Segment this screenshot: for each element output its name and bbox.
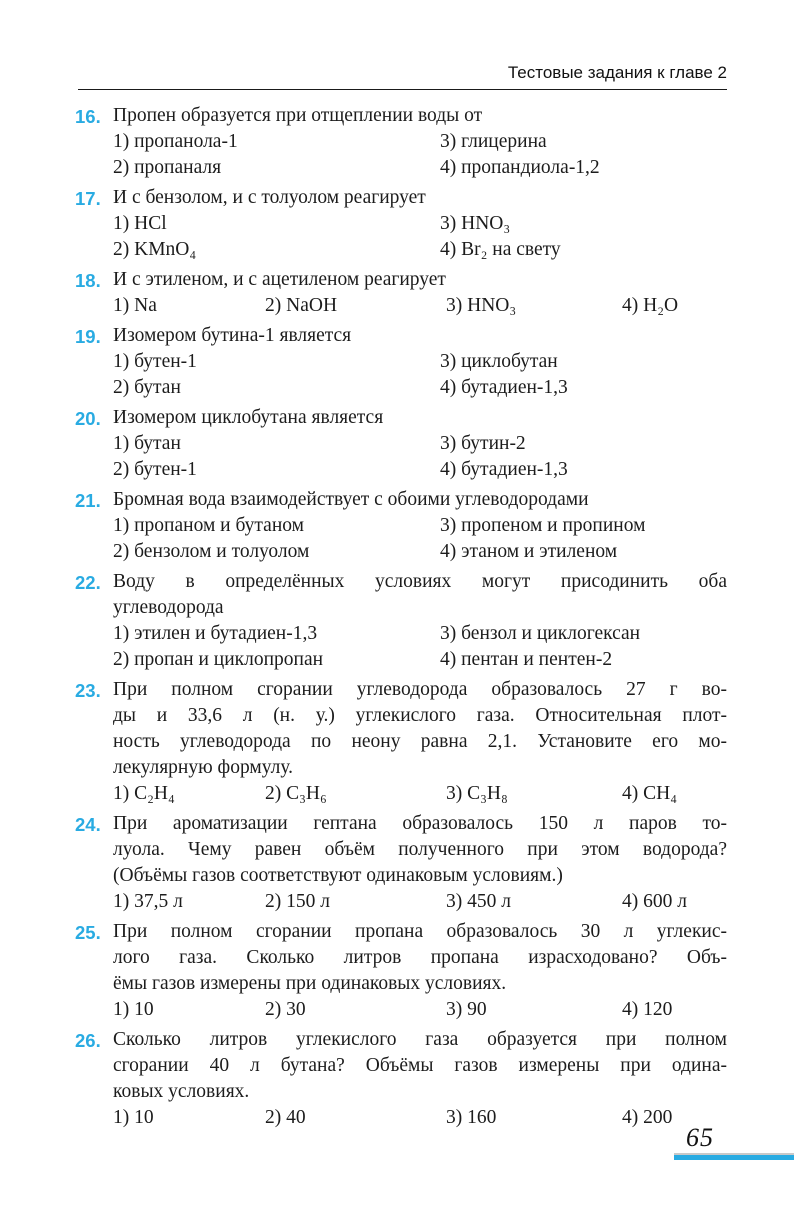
answer-option: 2) пропаналя bbox=[113, 157, 222, 178]
question-options bbox=[113, 129, 727, 181]
answer-option: 1) этилен и бутадиен-1,3 bbox=[113, 623, 318, 644]
statement-line: При полном сгорании пропана образовалось 30 л углекис- bbox=[113, 921, 727, 942]
answer-option: 4) CH₄ bbox=[622, 783, 678, 804]
question-options bbox=[113, 293, 727, 319]
question-statement bbox=[113, 323, 727, 349]
question-options bbox=[113, 889, 727, 915]
question-number: 20. bbox=[75, 407, 101, 429]
question-21 bbox=[75, 487, 727, 565]
answer-option: 1) бутан bbox=[113, 433, 181, 454]
statement-line: При полном сгорании углеводорода образовалось 27 г во- bbox=[113, 679, 727, 700]
answer-option: 4) этаном и этиленом bbox=[440, 541, 618, 562]
footer-accent-bar bbox=[674, 1155, 794, 1160]
answer-option: 4) пентан и пентен-2 bbox=[440, 649, 613, 670]
question-26 bbox=[75, 1027, 727, 1131]
question-22 bbox=[75, 569, 727, 673]
question-statement bbox=[113, 1027, 727, 1105]
statement-line: При ароматизации гептана образовалось 150 л паров то- bbox=[113, 813, 727, 834]
question-statement bbox=[113, 405, 727, 431]
answer-option: 1) Na bbox=[113, 295, 157, 316]
statement-line: И с этиленом, и с ацетиленом реагирует bbox=[113, 269, 446, 290]
answer-option: 2) 30 bbox=[265, 999, 306, 1020]
answer-option: 2) пропан и циклопропан bbox=[113, 649, 324, 670]
answer-option: 4) H₂O bbox=[622, 295, 679, 316]
statement-line: Сколько литров углекислого газа образуется при полном bbox=[113, 1029, 727, 1050]
statement-line: Бромная вода взаимодействует с обоими углеводородами bbox=[113, 489, 589, 510]
answer-option: 3) пропеном и пропином bbox=[440, 515, 646, 536]
question-20 bbox=[75, 405, 727, 483]
question-options bbox=[113, 211, 727, 263]
answer-option: 4) бутадиен-1,3 bbox=[440, 459, 568, 480]
answer-option: 4) бутадиен-1,3 bbox=[440, 377, 568, 398]
answer-option: 1) 37,5 л bbox=[113, 891, 183, 912]
answer-option: 1) бутен-1 bbox=[113, 351, 197, 372]
question-number: 23. bbox=[75, 679, 101, 701]
answer-option: 2) KMnO₄ bbox=[113, 239, 197, 260]
statement-line: лекулярную формулу. bbox=[113, 757, 294, 778]
page-content bbox=[75, 62, 727, 1135]
question-options bbox=[113, 781, 727, 807]
question-options bbox=[113, 997, 727, 1023]
question-options bbox=[113, 1105, 727, 1131]
statement-line: Изомером циклобутана является bbox=[113, 407, 384, 428]
answer-option: 2) бутан bbox=[113, 377, 181, 398]
answer-option: 4) пропандиола-1,2 bbox=[440, 157, 600, 178]
question-options bbox=[113, 621, 727, 673]
page-footer bbox=[674, 1124, 794, 1160]
answer-option: 4) Br₂ на свету bbox=[440, 239, 561, 260]
statement-line: ёмы газов измерены при одинаковых условиях. bbox=[113, 973, 507, 994]
question-statement bbox=[113, 811, 727, 889]
question-options bbox=[113, 513, 727, 565]
answer-option: 1) HCl bbox=[113, 213, 167, 234]
statement-line: ковых условиях. bbox=[113, 1081, 250, 1102]
answer-option: 3) C₃H₈ bbox=[446, 783, 508, 804]
question-options bbox=[113, 431, 727, 483]
statement-line: углеводорода bbox=[113, 597, 224, 618]
answer-option: 2) бутен-1 bbox=[113, 459, 197, 480]
answer-option: 1) 10 bbox=[113, 999, 154, 1020]
answer-option: 4) 200 bbox=[622, 1107, 673, 1128]
answer-option: 3) 90 bbox=[446, 999, 487, 1020]
question-options bbox=[113, 349, 727, 401]
question-statement bbox=[113, 185, 727, 211]
answer-option: 3) HNO₃ bbox=[446, 295, 517, 316]
question-number: 24. bbox=[75, 813, 101, 835]
statement-line: лого газа. Сколько литров пропана израсходовано? Объ- bbox=[113, 947, 727, 968]
question-statement bbox=[113, 103, 727, 129]
answer-option: 3) бензол и циклогексан bbox=[440, 623, 641, 644]
statement-line: ды и 33,6 л (н. у.) углекислого газа. Относительная плот- bbox=[113, 705, 727, 726]
question-18 bbox=[75, 267, 727, 319]
question-number: 21. bbox=[75, 489, 101, 511]
statement-line: сгорании 40 л бутана? Объёмы газов измерены при одина- bbox=[113, 1055, 727, 1076]
question-number: 25. bbox=[75, 921, 101, 943]
answer-option: 3) 450 л bbox=[446, 891, 511, 912]
answer-option: 3) бутин-2 bbox=[440, 433, 526, 454]
statement-line: Воду в определённых условиях могут присодинить оба bbox=[113, 571, 727, 592]
question-statement bbox=[113, 569, 727, 621]
statement-line: И с бензолом, и с толуолом реагирует bbox=[113, 187, 426, 208]
questions-list bbox=[75, 103, 727, 1131]
answer-option: 1) пропанола-1 bbox=[113, 131, 238, 152]
question-16 bbox=[75, 103, 727, 181]
answer-option: 2) 40 bbox=[265, 1107, 306, 1128]
answer-option: 1) 10 bbox=[113, 1107, 154, 1128]
question-statement bbox=[113, 267, 727, 293]
statement-line: (Объёмы газов соответствуют одинаковым условиям.) bbox=[113, 865, 563, 886]
answer-option: 2) C₃H₆ bbox=[265, 783, 327, 804]
question-number: 17. bbox=[75, 187, 101, 209]
statement-line: ность углеводорода по неону равна 2,1. Установите его мо- bbox=[113, 731, 727, 752]
question-number: 19. bbox=[75, 325, 101, 347]
question-17 bbox=[75, 185, 727, 263]
answer-option: 4) 600 л bbox=[622, 891, 687, 912]
question-19 bbox=[75, 323, 727, 401]
answer-option: 3) HNO₃ bbox=[440, 213, 511, 234]
statement-line: луола. Чему равен объём полученного при этом водорода? bbox=[113, 839, 727, 860]
answer-option: 3) 160 bbox=[446, 1107, 497, 1128]
statement-line: Изомером бутина-1 является bbox=[113, 325, 352, 346]
question-number: 18. bbox=[75, 269, 101, 291]
question-number: 22. bbox=[75, 571, 101, 593]
answer-option: 1) C₂H₄ bbox=[113, 783, 175, 804]
question-23 bbox=[75, 677, 727, 807]
answer-option: 2) 150 л bbox=[265, 891, 330, 912]
page-header bbox=[78, 62, 727, 90]
question-statement bbox=[113, 919, 727, 997]
question-number: 26. bbox=[75, 1029, 101, 1051]
answer-option: 1) пропаном и бутаном bbox=[113, 515, 304, 536]
question-number: 16. bbox=[75, 105, 101, 127]
page-number: 65 bbox=[686, 1123, 714, 1152]
question-statement bbox=[113, 487, 727, 513]
statement-line: Пропен образуется при отщеплении воды от bbox=[113, 105, 483, 126]
answer-option: 3) глицерина bbox=[440, 131, 547, 152]
question-statement bbox=[113, 677, 727, 781]
answer-option: 4) 120 bbox=[622, 999, 673, 1020]
answer-option: 3) циклобутан bbox=[440, 351, 558, 372]
running-head-title: Тестовые задания к главе 2 bbox=[507, 63, 727, 82]
question-24 bbox=[75, 811, 727, 915]
answer-option: 2) бензолом и толуолом bbox=[113, 541, 310, 562]
answer-option: 2) NaOH bbox=[265, 295, 338, 316]
question-25 bbox=[75, 919, 727, 1023]
